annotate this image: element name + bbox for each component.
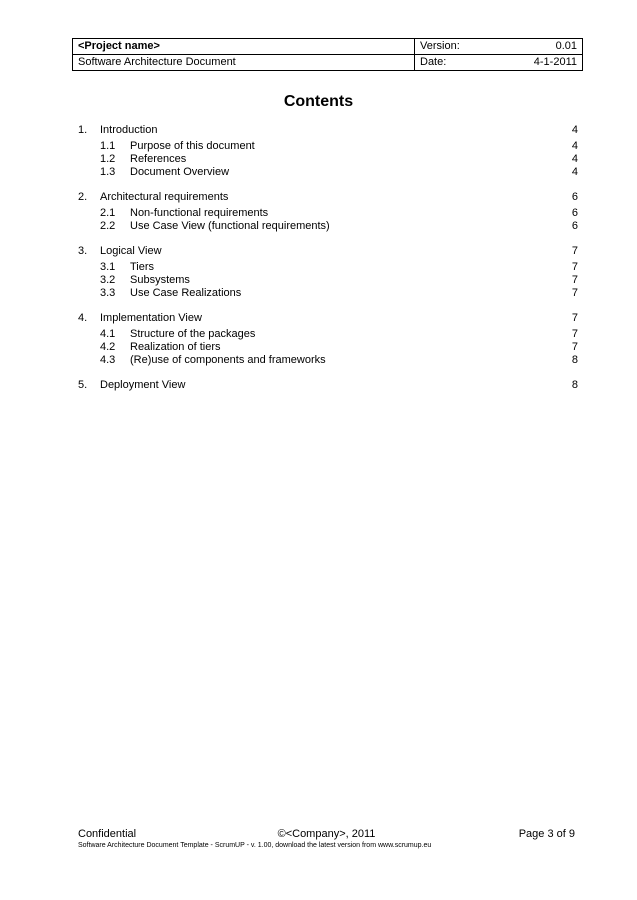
toc-subentry[interactable] — [78, 328, 578, 341]
toc-subentry-title: Non-functional requirements — [130, 207, 269, 219]
table-of-contents — [78, 124, 578, 404]
toc-entry[interactable] — [78, 191, 578, 204]
document-header-table — [72, 38, 583, 71]
toc-subentry[interactable] — [78, 341, 578, 354]
toc-subentry-page: 4 — [571, 140, 578, 152]
toc-entry-number: 3. — [78, 245, 88, 257]
document-title: Software Architecture Document — [73, 55, 415, 71]
toc-subentry-title: Document Overview — [130, 166, 230, 178]
toc-subentry-title: Structure of the packages — [130, 328, 256, 340]
toc-entry-title: Implementation View — [100, 312, 202, 324]
toc-entry[interactable] — [78, 312, 578, 325]
toc-subentry-title: Purpose of this document — [130, 140, 255, 152]
toc-subentry-title: Use Case View (functional requirements) — [130, 220, 330, 232]
toc-subentry[interactable] — [78, 153, 578, 166]
footer-page-number: Page 3 of 9 — [518, 828, 575, 840]
toc-subentry-page: 7 — [571, 341, 578, 353]
toc-subentry-number: 1.2 — [100, 153, 116, 165]
toc-subentry-number: 1.1 — [100, 140, 116, 152]
toc-subentry[interactable] — [78, 354, 578, 367]
toc-subentry[interactable] — [78, 140, 578, 153]
toc-subentry-page: 6 — [571, 207, 578, 219]
toc-subentry[interactable] — [78, 166, 578, 179]
toc-subentry-page: 7 — [571, 261, 578, 273]
footer-note: Software Architecture Document Template - ScrumUP - v. 1.00, download the latest version from www.scrumup.eu — [78, 842, 432, 849]
toc-subentry-number: 2.2 — [100, 220, 116, 232]
toc-subentry-number: 3.2 — [100, 274, 116, 286]
toc-subentry[interactable] — [78, 261, 578, 274]
toc-subentry-page: 6 — [571, 220, 578, 232]
toc-entry[interactable] — [78, 379, 578, 392]
toc-subentry-title: Realization of tiers — [130, 341, 221, 353]
toc-entry[interactable] — [78, 245, 578, 258]
toc-subentry-page: 4 — [571, 153, 578, 165]
toc-entry-number: 5. — [78, 379, 88, 391]
toc-subentry[interactable] — [78, 207, 578, 220]
toc-subentry-page: 4 — [571, 166, 578, 178]
footer-copyright: ©<Company>, 2011 — [277, 828, 376, 840]
toc-subentry[interactable] — [78, 287, 578, 300]
toc-subentry-number: 3.1 — [100, 261, 116, 273]
toc-subentry-number: 4.2 — [100, 341, 116, 353]
toc-subentry-number: 1.3 — [100, 166, 116, 178]
toc-entry-number: 2. — [78, 191, 88, 203]
date-value: 4-1-2011 — [487, 55, 583, 71]
toc-subentry-number: 4.1 — [100, 328, 116, 340]
toc-subentry-page: 8 — [571, 354, 578, 366]
toc-section — [78, 191, 578, 233]
toc-subentry-page: 7 — [571, 274, 578, 286]
toc-section — [78, 312, 578, 367]
toc-entry[interactable] — [78, 124, 578, 137]
version-label: Version: — [415, 39, 488, 55]
toc-subentry-page: 7 — [571, 287, 578, 299]
toc-subentry-number: 2.1 — [100, 207, 116, 219]
toc-section — [78, 245, 578, 300]
toc-entry-title: Deployment View — [100, 379, 186, 391]
contents-title: Contents — [283, 93, 354, 110]
toc-subentry-title: References — [130, 153, 187, 165]
footer-confidential: Confidential — [78, 828, 137, 840]
toc-entry-number: 4. — [78, 312, 88, 324]
toc-entry-number: 1. — [78, 124, 88, 136]
toc-entry-page: 4 — [571, 124, 578, 136]
toc-section — [78, 124, 578, 179]
toc-entry-title: Logical View — [100, 245, 162, 257]
project-name: <Project name> — [73, 39, 415, 55]
toc-entry-page: 6 — [571, 191, 578, 203]
date-label: Date: — [415, 55, 488, 71]
toc-subentry[interactable] — [78, 274, 578, 287]
toc-entry-page: 7 — [571, 245, 578, 257]
toc-subentry-title: (Re)use of components and frameworks — [130, 354, 326, 366]
toc-entry-title: Architectural requirements — [100, 191, 229, 203]
toc-subentry[interactable] — [78, 220, 578, 233]
toc-subentry-title: Subsystems — [130, 274, 190, 286]
toc-subentry-page: 7 — [571, 328, 578, 340]
toc-subentry-number: 4.3 — [100, 354, 116, 366]
toc-entry-page: 7 — [571, 312, 578, 324]
toc-entry-title: Introduction — [100, 124, 158, 136]
toc-subentry-number: 3.3 — [100, 287, 116, 299]
toc-section — [78, 379, 578, 392]
toc-subentry-title: Use Case Realizations — [130, 287, 242, 299]
toc-entry-page: 8 — [571, 379, 578, 391]
version-value: 0.01 — [487, 39, 583, 55]
toc-subentry-title: Tiers — [130, 261, 155, 273]
